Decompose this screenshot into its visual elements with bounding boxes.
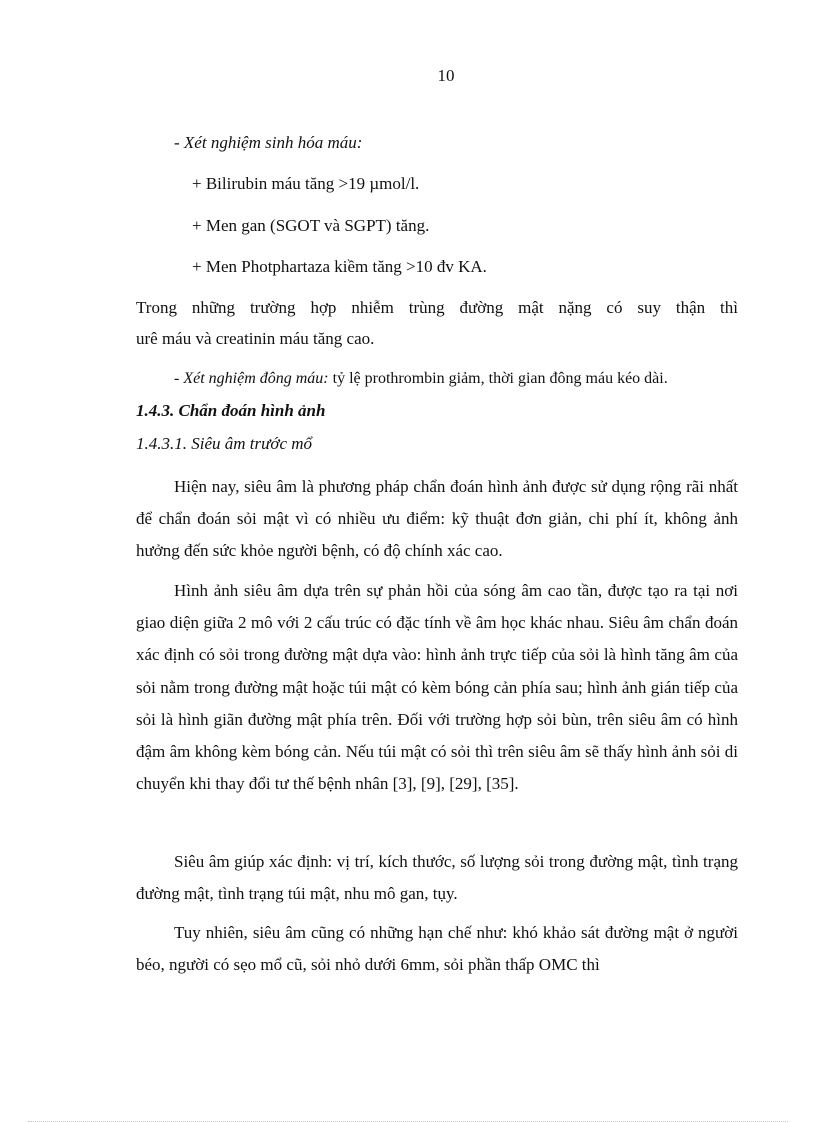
coagulation-line: [174, 370, 668, 388]
section-heading: 1.4.3. Chẩn đoán hình ảnh: [136, 401, 326, 420]
biochem-item-liver-enzymes: + Men gan (SGOT và SGPT) tăng.: [192, 216, 430, 235]
paragraph-ultrasound-limits: Tuy nhiên, siêu âm cũng có những hạn chế như: khó khảo sát đường mật ở người béo, người có sẹo mổ cũ, sỏi nhỏ dưới 6mm, sỏi phần thấp OMC thì: [136, 923, 738, 975]
paragraph-ultrasound-intro: Hiện nay, siêu âm là phương pháp chẩn đoán hình ảnh được sử dụng rộng rãi nhất để chẩn đoán sỏi mật vì có nhiều ưu điểm: kỹ thuật đơn giản, chi phí ít, không ảnh hưởng đến sức khỏe người bệnh, có độ chính xác cao.: [136, 477, 738, 561]
coagulation-text: tỷ lệ prothrombin giảm, thời gian đông máu kéo dài.: [328, 370, 668, 387]
renal-paragraph-line-1: Trong những trường hợp nhiễm trùng đường mật nặng có suy thận thì: [136, 298, 738, 317]
paragraph-ultrasound-purpose: Siêu âm giúp xác định: vị trí, kích thước, số lượng sỏi trong đường mật, tình trạng đường mật, tình trạng túi mật, nhu mô gan, tụy.: [136, 852, 738, 904]
biochem-item-phosphatase: + Men Photphartaza kiềm tăng >10 đv KA.: [192, 257, 487, 276]
coagulation-label: - Xét nghiệm đông máu:: [174, 370, 329, 387]
biochem-heading: - Xét nghiệm sinh hóa máu:: [174, 133, 363, 152]
paragraph-ultrasound-image: Hình ảnh siêu âm dựa trên sự phản hồi của sóng âm cao tần, được tạo ra tại nơi giao diện giữa 2 mô với 2 cấu trúc có đặc tính về âm học khác nhau. Siêu âm chẩn đoán xác định có sỏi trong đường mật dựa vào: hình ảnh trực tiếp của sỏi là hình tăng âm của sỏi nằm trong đường mật hoặc túi mật có kèm bóng cản phía sau; hình ảnh gián tiếp của sỏi là hình giãn đường mật phía trên. Đối với trường hợp sỏi bùn, trên siêu âm có hình đậm âm không kèm bóng cản. Nếu túi mật có sỏi thì trên siêu âm sẽ thấy hình ảnh sỏi di chuyển khi thay đổi tư thế bệnh nhân [3], [9], [29], [35].: [136, 581, 738, 794]
page-number: 10: [437, 66, 455, 85]
subsection-heading: 1.4.3.1. Siêu âm trước mổ: [136, 434, 313, 453]
bottom-dotted-rule: [28, 1121, 788, 1122]
renal-paragraph-line-2: urê máu và creatinin máu tăng cao.: [136, 329, 375, 348]
biochem-item-bilirubin: + Bilirubin máu tăng >19 µmol/l.: [192, 174, 420, 193]
